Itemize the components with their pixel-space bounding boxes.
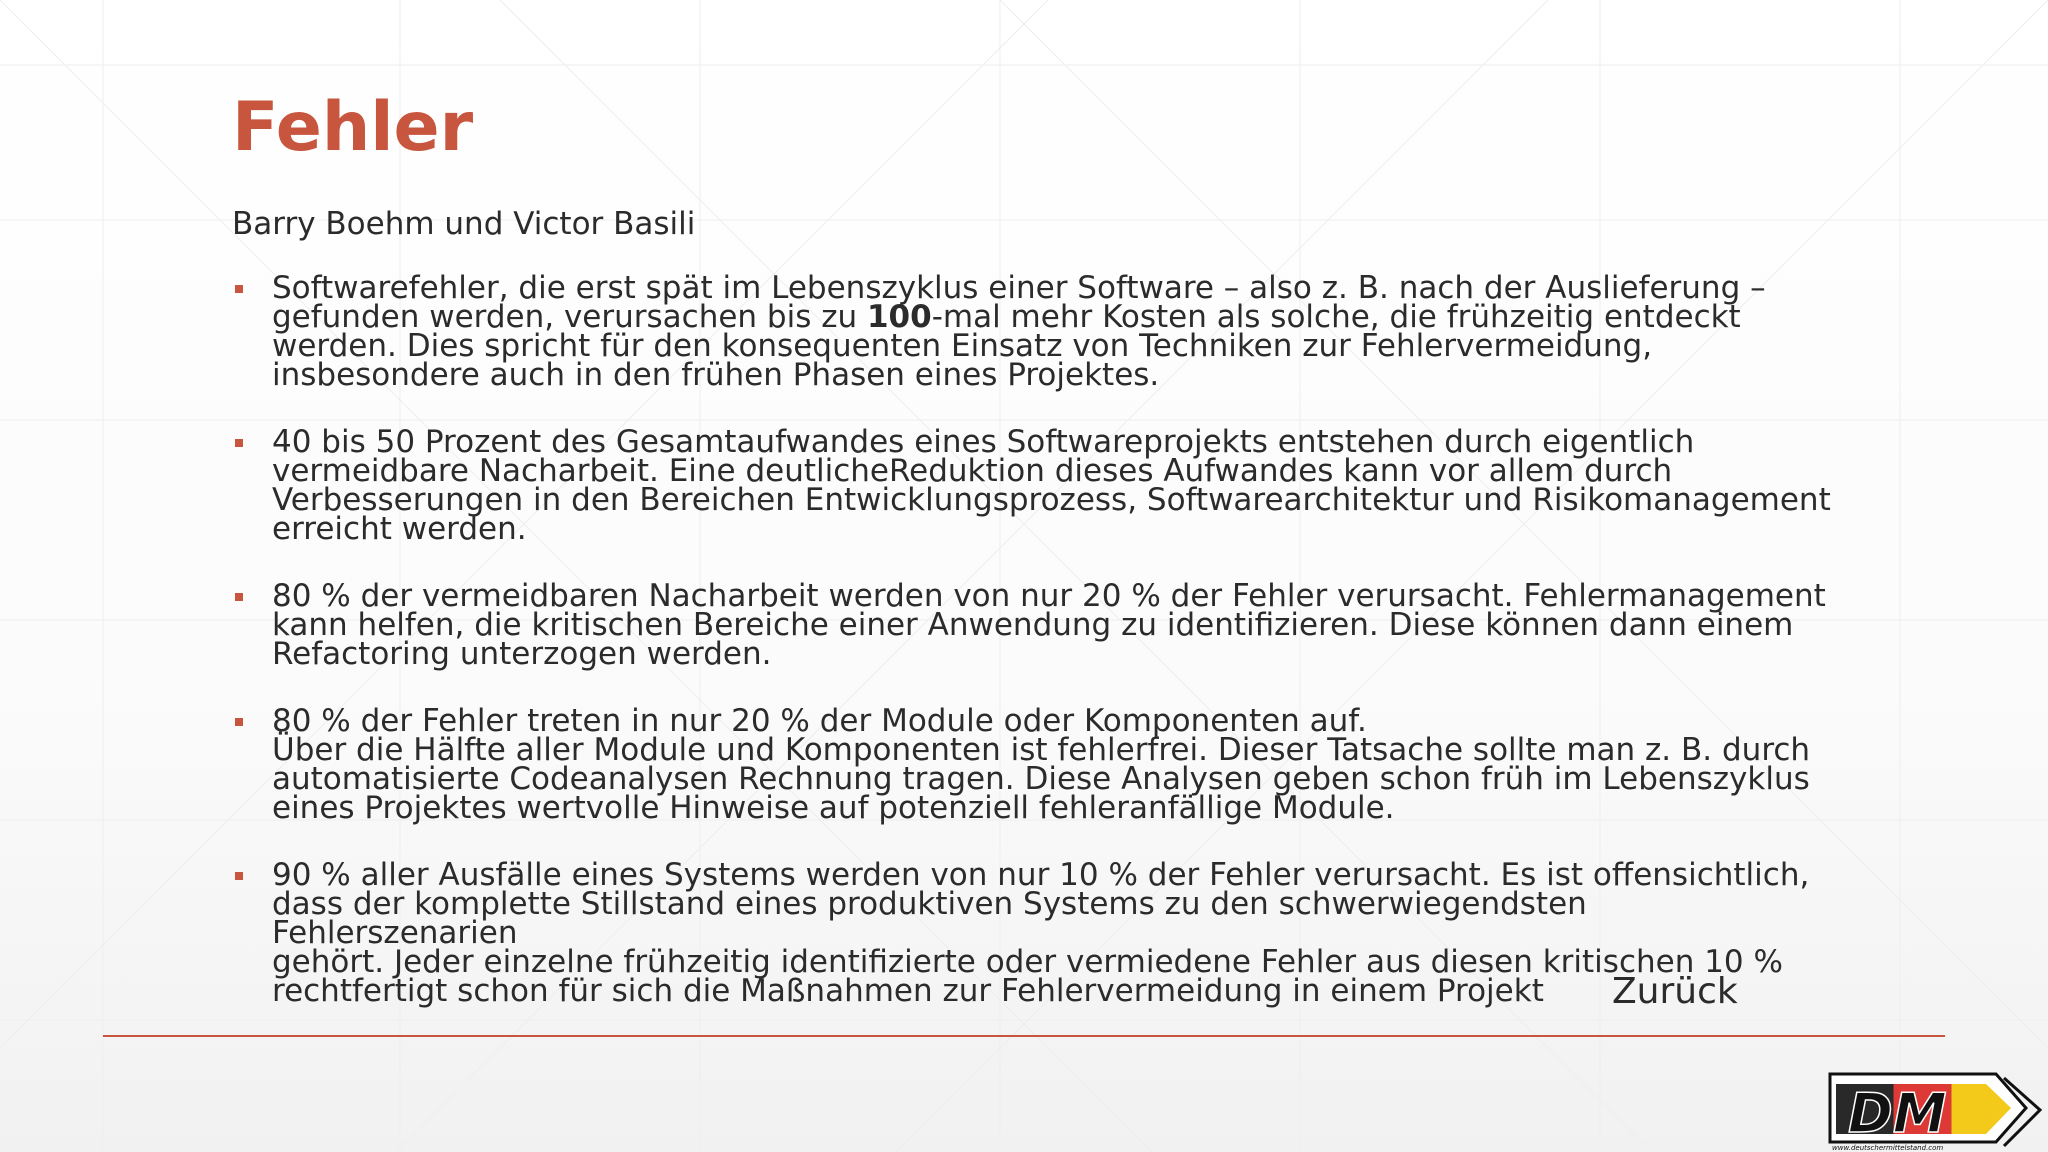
- bullet-text: 90 % aller Ausfälle eines Systems werden von nur 10 % der Fehler verursacht. Es ist offensichtlich, dass der komplette Stillstand eines produktiven Systems zu den schwerwiegendsten Fehlerszenarien gehört. Jeder einzelne frühzeitig identifizierte oder vermiedene Fehler aus diesen kritischen 10 % rechtfertigt schon für sich die Maßnahmen zur Fehlervermeidung in einem Projekt: [272, 857, 1810, 1009]
- bullet-square-icon: [235, 872, 243, 880]
- bullet-text-part: -mal mehr Kosten als solche, die frühzeitig entdeckt werden. Dies spricht für den konsequenten Einsatz von Techniken zur Fehlervermeidung, insbesondere auch in den frühen Phasen eines Projektes.: [272, 299, 1741, 393]
- bullet-item: [232, 703, 1832, 826]
- dm-logo-icon: [1826, 1064, 2048, 1152]
- bullet-square-icon: [235, 285, 243, 293]
- bullet-item: [232, 270, 1832, 393]
- bullet-text: 80 % der vermeidbaren Nacharbeit werden von nur 20 % der Fehler verursacht. Fehlermanagement kann helfen, die kritischen Bereiche einer Anwendung zu identifizieren. Diese können dann einem Refactoring unterzogen werden.: [272, 578, 1826, 672]
- back-link[interactable]: Zurück: [1612, 971, 1738, 1012]
- bullet-highlight: 100: [866, 299, 932, 335]
- bullet-square-icon: [235, 593, 243, 601]
- logo-text: DM: [1848, 1082, 1947, 1145]
- slide-title: Fehler: [232, 88, 474, 167]
- bullet-item: [232, 857, 1832, 1009]
- bullet-square-icon: [235, 439, 243, 447]
- logo-caption: www.deutschermittelstand.com: [1832, 1144, 1944, 1152]
- bullet-square-icon: [235, 718, 243, 726]
- slide-subtitle: Barry Boehm und Victor Basili: [232, 206, 696, 242]
- divider: [103, 1035, 1945, 1037]
- bullet-item: [232, 578, 1832, 672]
- bullet-text: 40 bis 50 Prozent des Gesamtaufwandes eines Softwareprojekts entstehen durch eigentlich vermeidbare Nacharbeit. Eine deutlicheReduktion dieses Aufwandes kann vor allem durch Verbesserungen in den Bereichen Entwicklungsprozess, Softwarearchitektur und Risikomanagement erreicht werden.: [272, 424, 1831, 547]
- bullet-text: [272, 270, 1766, 393]
- bullet-list: [232, 270, 1832, 1044]
- bullet-text: 80 % der Fehler treten in nur 20 % der Module oder Komponenten auf. Über die Hälfte aller Module und Komponenten ist fehlerfrei. Dieser Tatsache sollte man z. B. durch automatisierte Codeanalysen Rechnung tragen. Diese Analysen geben schon früh im Lebenszyklus eines Projektes wertvolle Hinweise auf potenziell fehleranfällige Module.: [272, 703, 1811, 826]
- bullet-item: [232, 424, 1832, 547]
- bullet-text-part: Softwarefehler, die erst spät im Lebenszyklus einer Software – also z. B. nach der Auslieferung – gefunden werden, verursachen bis zu: [272, 270, 1766, 335]
